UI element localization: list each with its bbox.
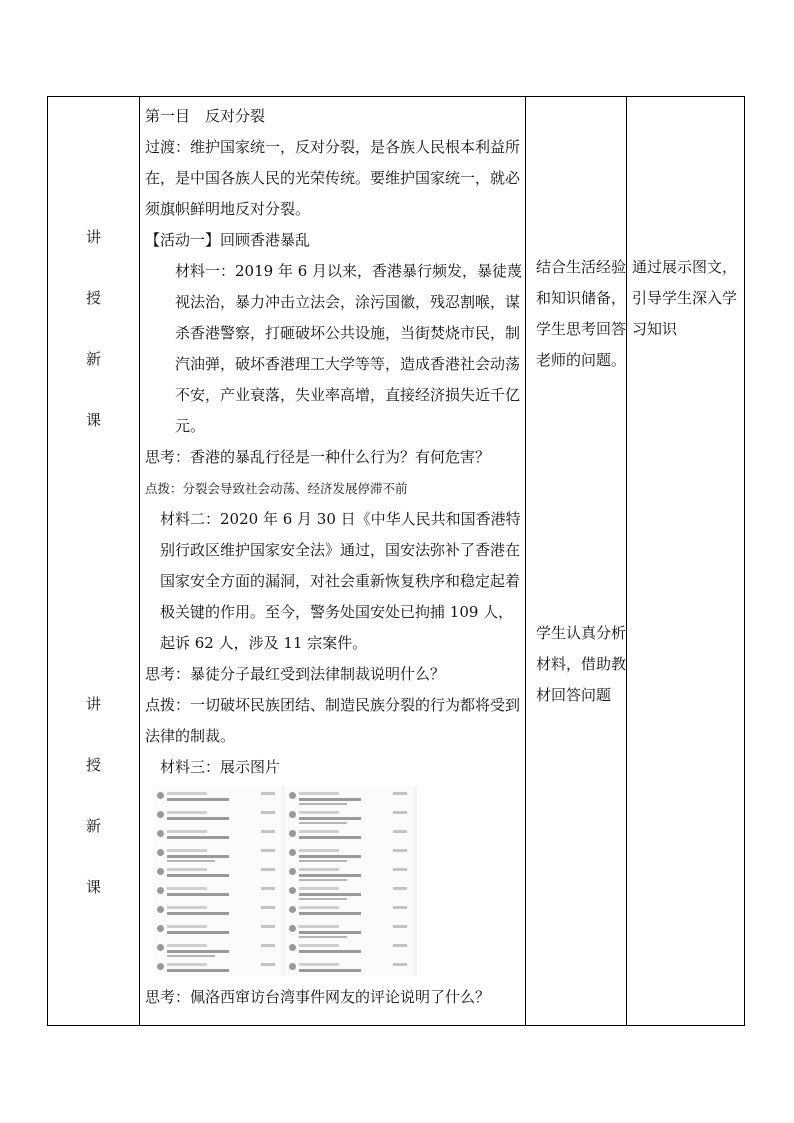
design-intent: 通过展示图文，引导学生深入学习知识 [632, 258, 738, 338]
material-one: 材料一：2019 年 6 月以来，香港暴行频发，暴徒蔑视法治，暴力冲击立法会，涂污国徽，残忍割喉，谋杀香港警察，打砸破坏公共设施，当街焚烧市民，制汽油弹，破坏香港理工大学等等，造成香港社会动荡不安，产业衰落，失业率高增，直接经济损失近千亿元。 [175, 262, 523, 435]
lesson-table [47, 96, 745, 1026]
section-label-top: 讲 授 新 课 [85, 228, 101, 429]
hint-one: 点拨：分裂会导致社会动荡、经济发展停滞不前 [145, 481, 408, 496]
section-heading: 第一目 反对分裂 [145, 107, 266, 125]
question-three: 思考：佩洛西窜访台湾事件网友的评论说明了什么？ [145, 988, 491, 1006]
activity-title: 【活动一】回顾香港暴乱 [145, 231, 311, 249]
comments-left-pane [153, 786, 281, 976]
section-label-bottom: 讲 授 新 课 [85, 695, 101, 896]
hint-two: 点拨：一切破坏民族团结、制造民族分裂的行为都将受到法律的制裁。 [145, 696, 521, 745]
question-two: 思考：暴徒分子最红受到法律制裁说明什么？ [145, 665, 446, 683]
question-one: 思考：香港的暴乱行径是一种什么行为？有何危害？ [145, 448, 491, 466]
student-activity-one: 结合生活经验和知识储备，学生思考回答老师的问题。 [536, 258, 627, 369]
material-two: 材料二：2020 年 6 月 30 日《中华人民共和国香港特别行政区维护国家安全法》通过，国安法弥补了香港在国家安全方面的漏洞，对社会重新恢复秩序和稳定起着极关键的作用。至今，警务处国安处已拘捕 109 人，起诉 62 人，涉及 11 宗案件。 [160, 510, 521, 652]
material-three: 材料三：展示图片 [160, 758, 281, 776]
student-activity-two: 学生认真分析材料，借助教材回答问题 [536, 624, 627, 704]
comments-right-pane [285, 786, 413, 976]
comments-screenshot-image [153, 786, 417, 976]
transition-text: 过渡：维护国家统一，反对分裂，是各族人民根本利益所在，是中国各族人民的光荣传统。要维护国家统一，就必须旗帜鲜明地反对分裂。 [145, 138, 521, 218]
teaching-content [145, 101, 525, 1013]
